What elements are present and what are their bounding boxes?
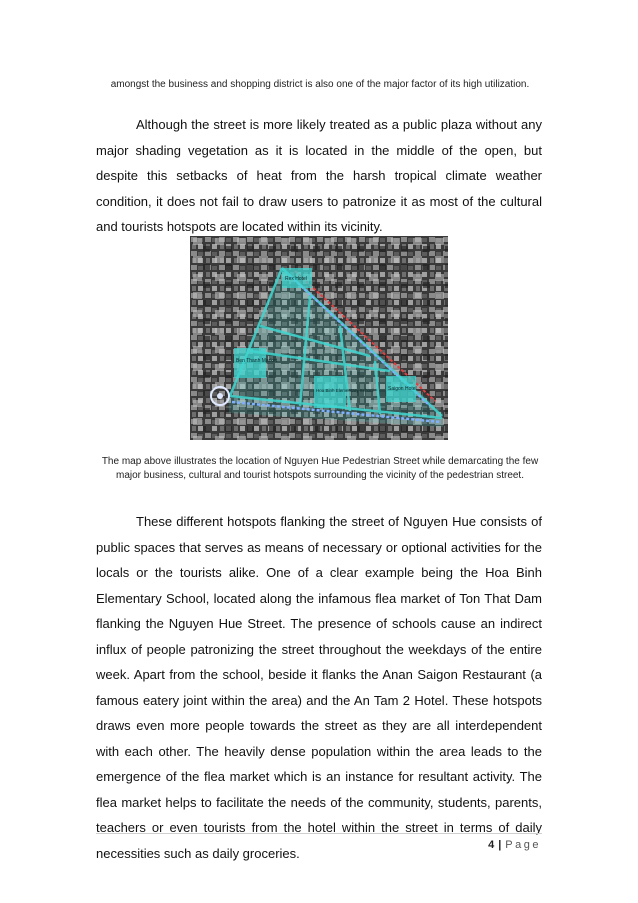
footer-divider: [96, 833, 542, 834]
aerial-map-figure: [190, 236, 448, 440]
paragraph-1: [96, 112, 542, 240]
top-caption: amongst the business and shopping district is also one of the major factor of its high utilization.: [110, 79, 530, 90]
paragraph-2-text: These different hotspots flanking the street of Nguyen Hue consists of public spaces that serves as means of necessary or optional activities for the locals or the tourists alike. One of a clear example being the Hoa Binh Elementary School, located along the infamous flea market of Ton That Dam flanking the Nguyen Hue Street. The presence of schools cause an indirect influx of people patronizing the street throughout the weekdays of the entire week. Apart from the school, beside it flanks the Anan Saigon Restaurant (a famous eatery joint within the area) and the An Tam 2 Hotel. These hotspots draws even more people towards the street as they are all interdependent with each other. The heavily dense population within the area leads to the emergence of the flea market which is an instance for resultant activity. The flea market helps to facilitate the needs of the community, students, parents, teachers or even tourists from the hotel within the street in terms of daily necessities such as daily groceries.: [96, 514, 542, 861]
page-number: 4: [488, 839, 495, 851]
label-right-hotspot: Saigon Hotel: [388, 386, 417, 392]
label-center-school: Hoa Binh Elementary School: [316, 388, 374, 393]
paragraph-1-text: Although the street is more likely treated as a public plaza without any major shading vegetation as it is located in the middle of the open, but despite this setbacks of heat from the harsh tropical climate weather condition, it does not fail to draw users to patronize it as most of the cultural and tourists hotspots are located within its vicinity.: [96, 117, 542, 234]
label-left-market: Ben Thanh Market: [236, 358, 278, 364]
aerial-map-icon: [190, 236, 448, 440]
label-top-hotel: Rex Hotel: [285, 276, 307, 282]
footer-separator: |: [498, 839, 502, 851]
page-footer: [488, 839, 541, 851]
figure-caption: The map above illustrates the location of Nguyen Hue Pedestrian Street while demarcating the few major business, cultural and tourist hotspots surrounding the vicinity of the pedestrian street.: [101, 456, 539, 481]
roundabout-center: [217, 393, 223, 399]
page-label: Page: [505, 839, 541, 851]
paragraph-2: [96, 509, 542, 866]
